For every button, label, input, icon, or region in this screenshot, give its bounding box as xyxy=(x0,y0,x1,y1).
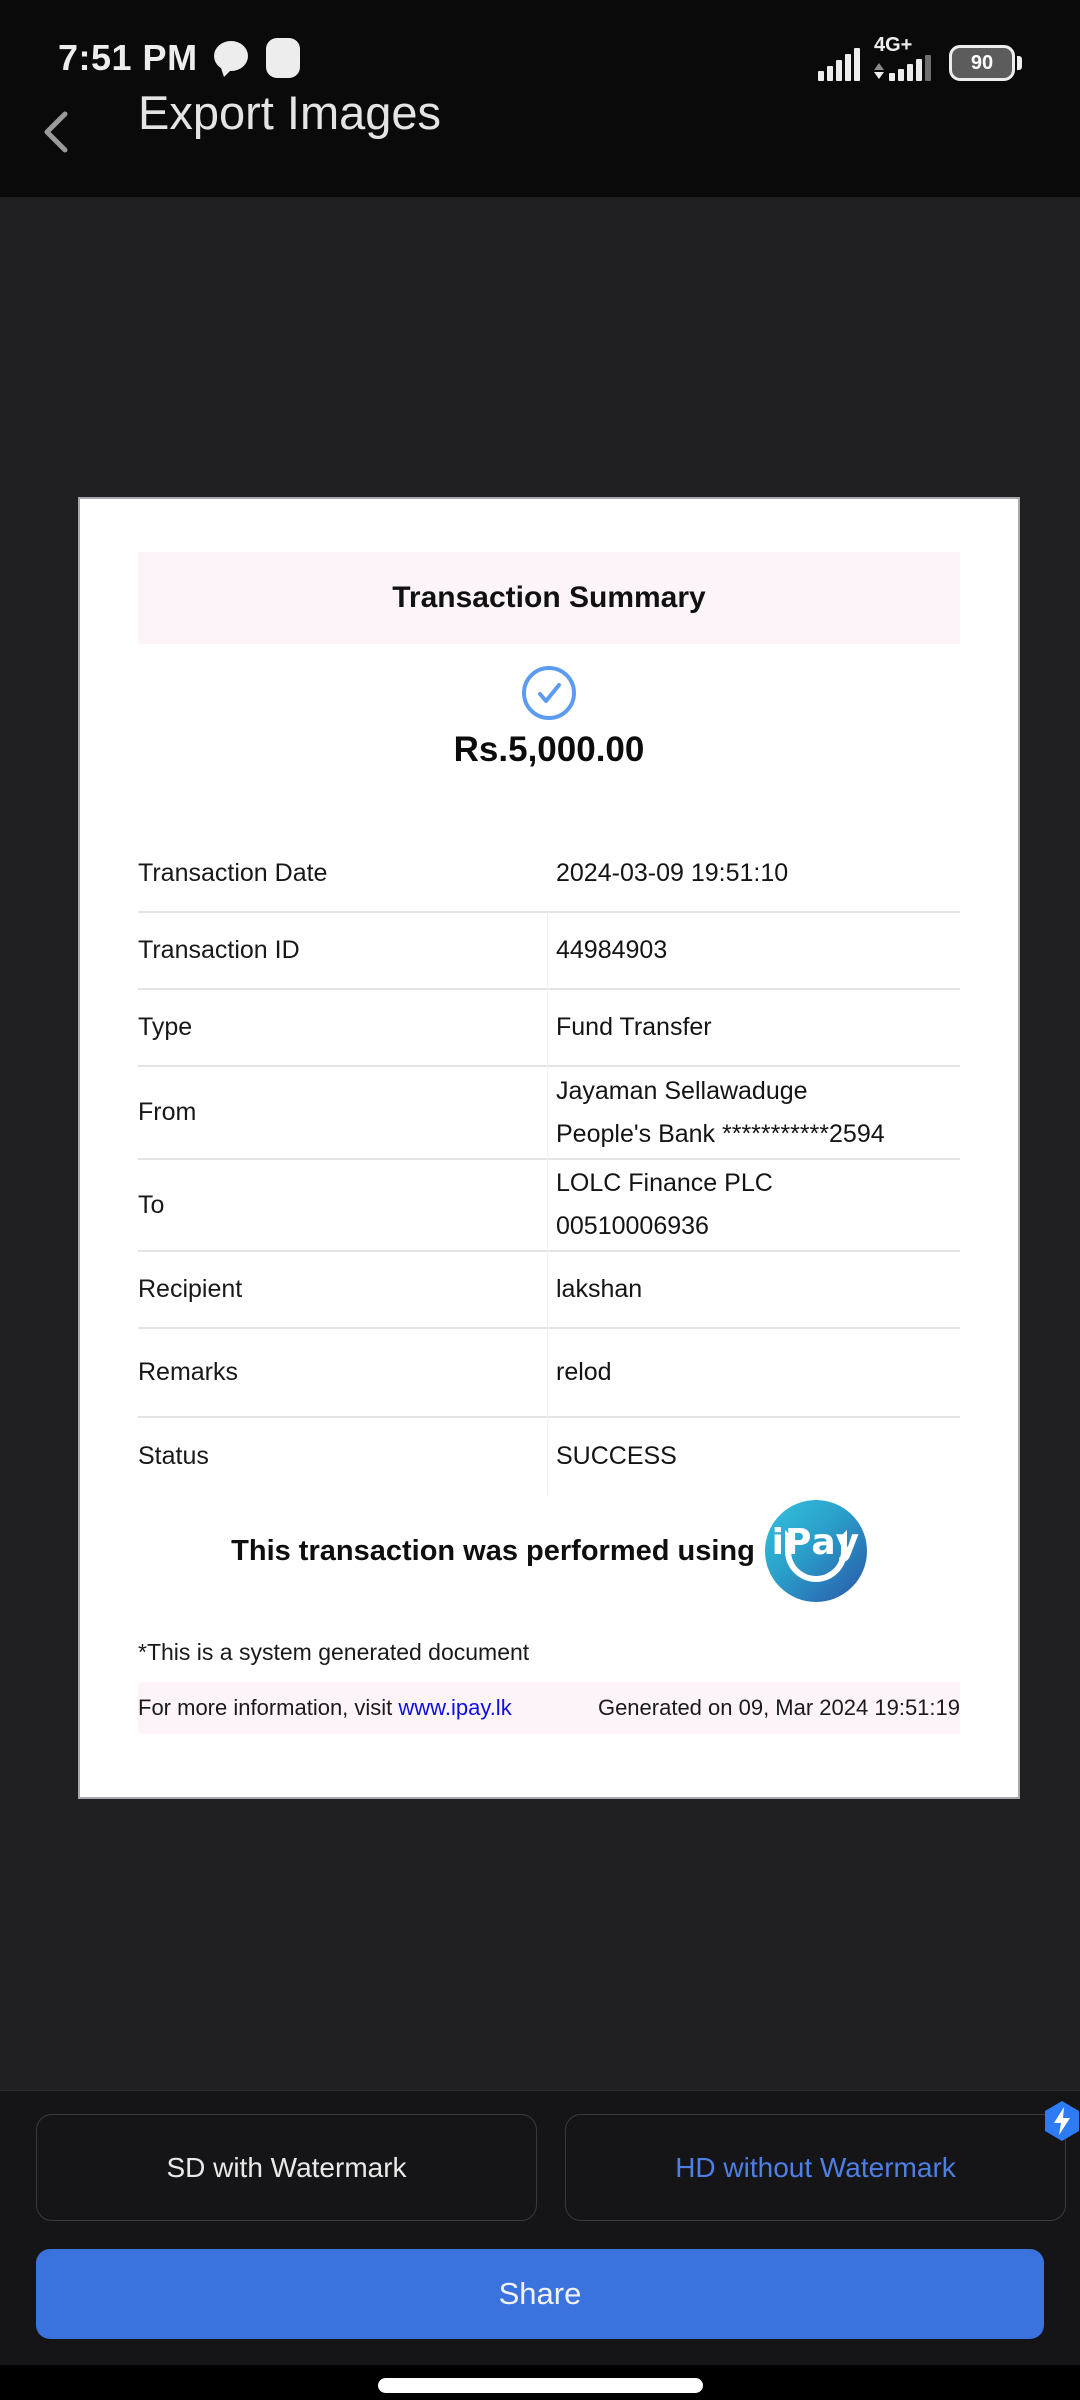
sd-with-watermark-button[interactable] xyxy=(36,2114,537,2221)
success-check-icon xyxy=(522,666,576,720)
table-row xyxy=(138,990,960,1067)
receipt-title: Transaction Summary xyxy=(392,581,706,614)
data-activity-icon xyxy=(874,63,884,79)
page-title: Export Images xyxy=(138,86,442,139)
system-generated-note: *This is a system generated document xyxy=(138,1639,530,1665)
performed-using-text: This transaction was performed using xyxy=(231,1534,755,1567)
gesture-nav-bar xyxy=(0,2365,1080,2400)
app-notification-icon xyxy=(266,38,300,78)
row-value: SUCCESS xyxy=(556,1442,677,1470)
row-label: Transaction ID xyxy=(138,936,300,964)
receipt-table xyxy=(138,836,960,1495)
hd-without-watermark-button[interactable] xyxy=(565,2114,1066,2221)
row-value: Jayaman Sellawaduge xyxy=(556,1076,808,1105)
premium-lightning-icon xyxy=(1045,2101,1079,2141)
mobile-network-cluster xyxy=(874,35,931,81)
ipay-logo-text: iPay xyxy=(771,1522,861,1563)
table-row xyxy=(138,913,960,990)
row-value: 2024-03-09 19:51:10 xyxy=(556,859,789,887)
table-row xyxy=(138,1160,960,1252)
export-options-panel xyxy=(0,2090,1080,2365)
transaction-receipt-card xyxy=(78,497,1020,1799)
signal-strength-2-icon xyxy=(889,55,931,81)
signal-strength-icon xyxy=(818,47,860,81)
hd-button-label: HD without Watermark xyxy=(675,2151,956,2183)
home-gesture-pill[interactable] xyxy=(378,2378,703,2393)
share-button[interactable] xyxy=(36,2249,1044,2339)
top-app-bar xyxy=(0,0,1080,197)
row-label: To xyxy=(138,1190,165,1219)
row-value: 44984903 xyxy=(556,936,668,964)
row-label: Transaction Date xyxy=(138,859,328,887)
table-row xyxy=(138,1418,960,1495)
share-button-label: Share xyxy=(498,2276,582,2311)
row-value: relod xyxy=(556,1358,612,1386)
table-row xyxy=(138,836,960,913)
ipay-logo-icon xyxy=(765,1500,867,1602)
row-label: From xyxy=(138,1098,197,1126)
table-row xyxy=(138,1252,960,1329)
status-bar xyxy=(0,28,1080,88)
table-row xyxy=(138,1329,960,1418)
footer-info-prefix: For more information, visit xyxy=(138,1695,399,1720)
row-value: LOLC Finance PLC xyxy=(556,1169,773,1197)
row-label: Status xyxy=(138,1442,209,1470)
row-value: Fund Transfer xyxy=(556,1013,712,1041)
performed-using-row xyxy=(138,1495,960,1607)
row-label: Type xyxy=(138,1013,193,1041)
generated-timestamp: Generated on 09, Mar 2024 19:51:19 xyxy=(597,1695,960,1720)
row-value: 00510006936 xyxy=(556,1212,709,1240)
footer-info xyxy=(138,1695,512,1721)
row-label: Remarks xyxy=(138,1358,239,1386)
transaction-amount: Rs.5,000.00 xyxy=(453,730,645,769)
row-value: lakshan xyxy=(556,1275,643,1303)
sd-button-label: SD with Watermark xyxy=(166,2151,407,2183)
back-icon[interactable] xyxy=(32,106,84,158)
row-value: People's Bank ***********2594 xyxy=(556,1119,885,1148)
receipt-title-band xyxy=(138,552,960,644)
chat-notification-icon xyxy=(214,41,250,75)
receipt-footer-band xyxy=(138,1682,960,1734)
row-label: Recipient xyxy=(138,1275,243,1303)
table-row xyxy=(138,1067,960,1160)
battery-icon xyxy=(949,45,1022,81)
network-type-label: 4G+ xyxy=(874,34,913,56)
clock: 7:51 PM xyxy=(58,37,198,78)
ipay-link[interactable]: www.ipay.lk xyxy=(398,1695,512,1720)
battery-level: 90 xyxy=(970,52,994,74)
